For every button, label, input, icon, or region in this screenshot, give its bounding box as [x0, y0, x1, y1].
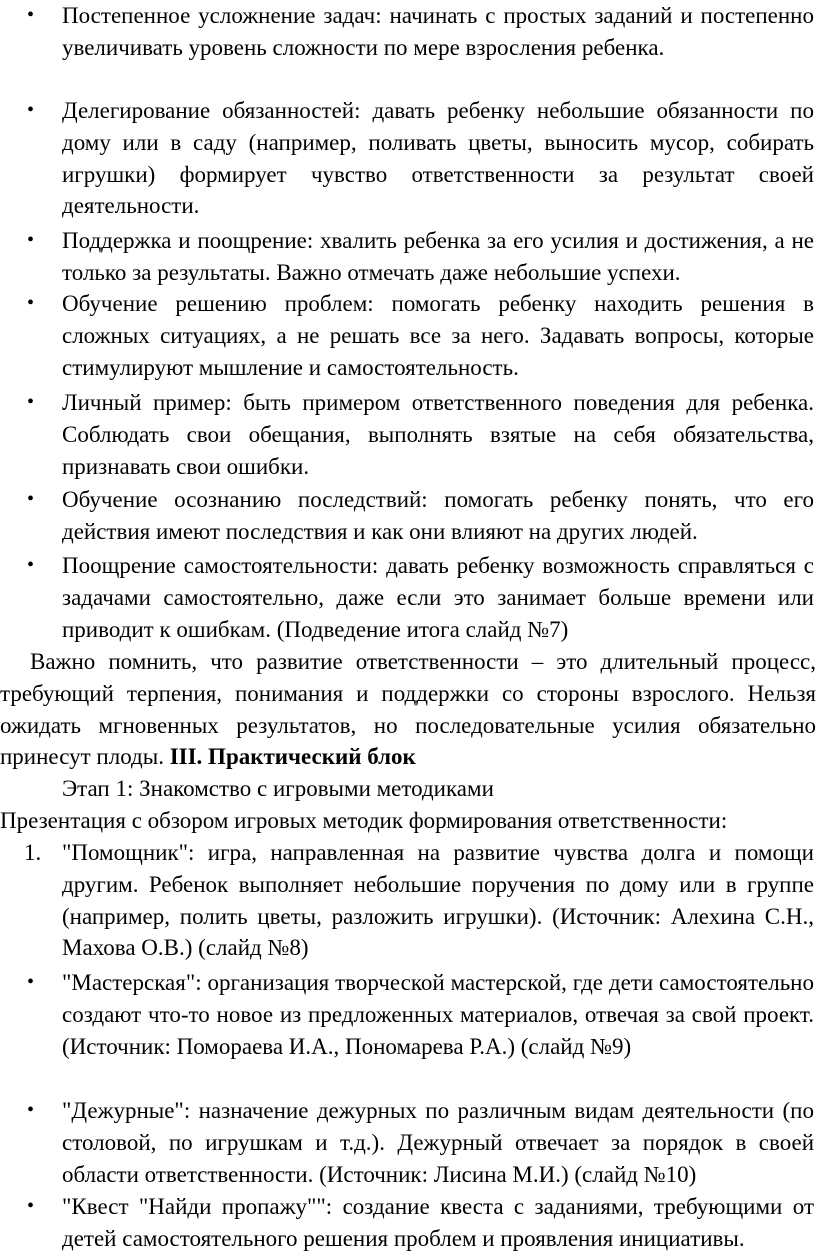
list-item: Делегирование обязанностей: давать ребенку небольшие обязанности по дому или в саду (например, поливать цветы, выносить мусор, собирать игрушки) формирует чувство ответственности за результат своей деятельности.	[62, 98, 814, 219]
bullet-marker: •	[27, 554, 35, 576]
list-item: "Квест "Найди пропажу"": создание квеста с заданиями, требующими от детей самостоятельного решения проблем и проявления инициативы.	[62, 1194, 814, 1251]
bullet-marker: •	[27, 99, 35, 121]
list-item: Личный пример: быть примером ответственного поведения для ребенка. Соблюдать свои обещания, выполнять взятые на себя обязательства, признавать свои ошибки.	[62, 390, 814, 479]
bullet-marker: •	[27, 488, 35, 510]
list-item: "Дежурные": назначение дежурных по различным видам деятельности (по столовой, по игрушкам и т.д.). Дежурный отвечает за порядок в своей области ответственности. (Источник: Лисина М.И.) (слайд №10)	[62, 1098, 814, 1187]
list-item: Постепенное усложнение задач: начинать с простых заданий и постепенно увеличивать уровень сложности по мере взросления ребенка.	[62, 3, 814, 60]
list-item: Обучение решению проблем: помогать ребенку находить решения в сложных ситуациях, а не решать все за него. Задавать вопросы, которые стимулируют мышление и самостоятельность.	[62, 291, 814, 380]
list-item: Поощрение самостоятельности: давать ребенку возможность справляться с задачами самостоятельно, даже если это занимает больше времени или приводит к ошибкам. (Подведение итога слайд №7)	[62, 553, 814, 642]
bullet-marker: •	[27, 229, 35, 251]
bullet-marker: •	[27, 1099, 35, 1121]
list-number: 1.	[24, 840, 42, 865]
bullet-marker: •	[27, 4, 35, 26]
bullet-marker: •	[27, 971, 35, 993]
bullet-marker: •	[27, 391, 35, 413]
stage-title: Этап 1: Знакомство с игровыми методиками	[62, 776, 494, 801]
bullet-marker: •	[27, 1195, 35, 1217]
bullet-marker: •	[27, 292, 35, 314]
list-item: "Помощник": игра, направленная на развитие чувства долга и помощи другим. Ребенок выполняет небольшие поручения по дому или в группе (например, полить цветы, разложить игрушки). (Источник: Алехина С.Н., Махова О.В.) (слайд №8)	[62, 840, 814, 961]
list-item: Обучение осознанию последствий: помогать ребенку понять, что его действия имеют последствия и как они влияют на других людей.	[62, 487, 814, 544]
section-heading: III. Практический блок	[169, 744, 416, 770]
list-item: "Мастерская": организация творческой мастерской, где дети самостоятельно создают что-то новое из предложенных материалов, отвечая за свой проект. (Источник: Помораева И.А., Пономарева Р.А.) (слайд №9)	[62, 970, 814, 1059]
presentation-intro: Презентация с обзором игровых методик формирования ответственности:	[0, 808, 728, 833]
paragraph-text: Важно помнить, что развитие ответственности – это длительный процесс, требующий терпения, понимания и поддержки со стороны взрослого. Нельзя ожидать мгновенных результатов, но последовательные усилия обязательно принесут плоды.	[0, 649, 816, 770]
summary-paragraph	[0, 646, 816, 773]
list-item: Поддержка и поощрение: хвалить ребенка за его усилия и достижения, а не только за результаты. Важно отмечать даже небольшие успехи.	[62, 228, 814, 285]
